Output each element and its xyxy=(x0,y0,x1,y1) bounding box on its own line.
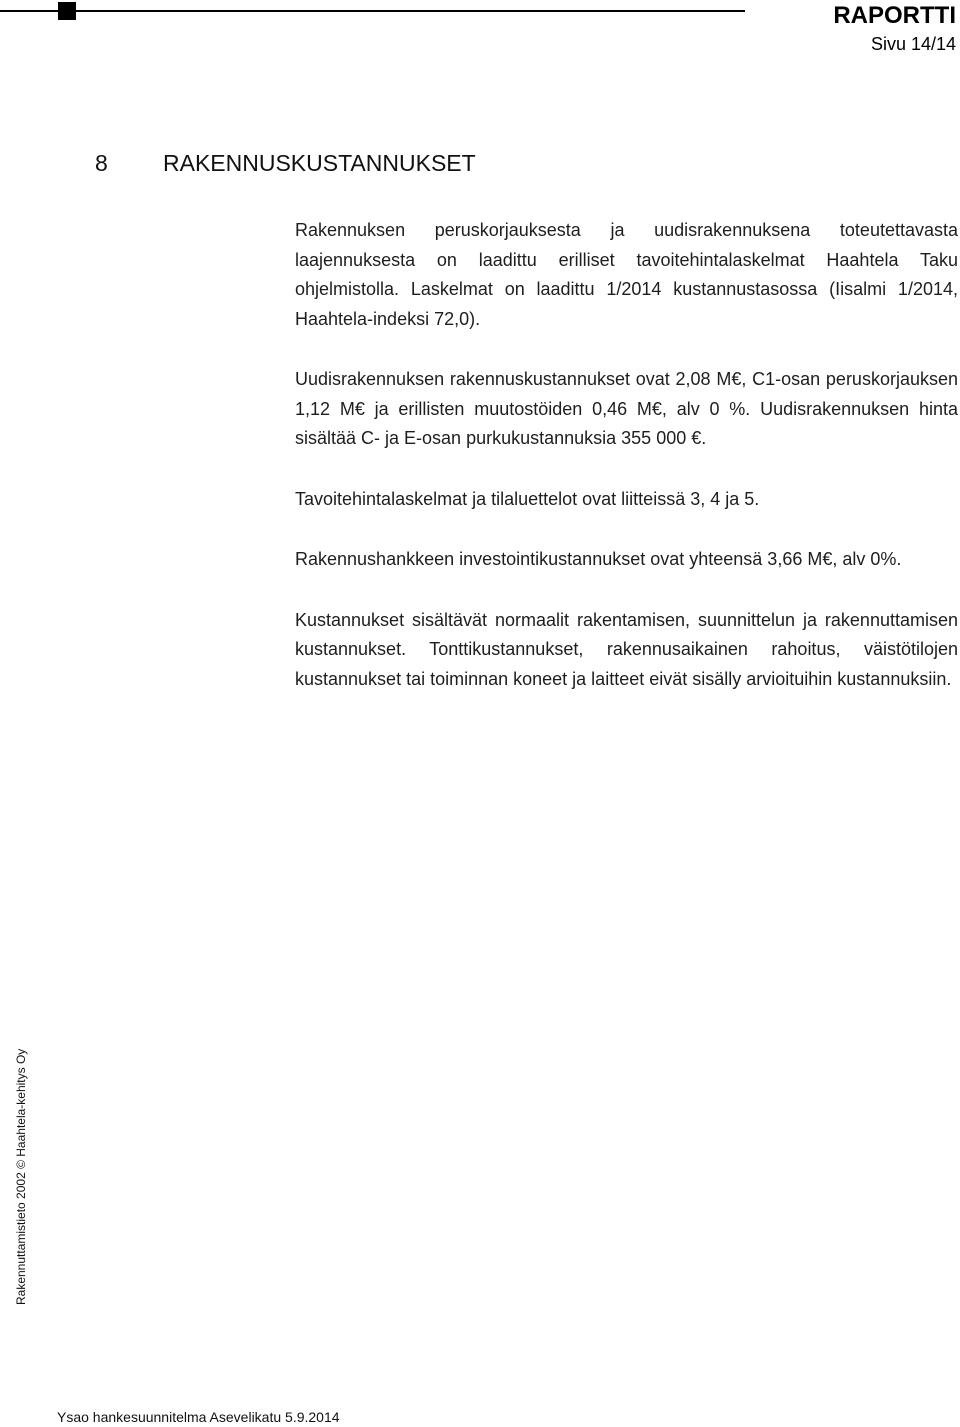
section-heading xyxy=(95,150,476,177)
paragraph-appendices: Tavoitehintalaskelmat ja tilaluettelot ovat liitteissä 3, 4 ja 5. xyxy=(295,488,760,509)
paragraph-investment-total: Rakennushankkeen investointikustannukset ovat yhteensä 3,66 M€, alv 0%. xyxy=(295,549,902,569)
paragraph-calculations: Rakennuksen peruskorjauksesta ja uudisrakennuksena toteutettavasta laajennuksesta on laadittu erilliset tavoitehintalaskelmat Haahtela Taku ohjelmistolla. Laskelmat on laadittu 1/2014 kustannustasossa (Iisalmi 1/2014, Haahtela-indeksi 72,0). xyxy=(295,220,958,329)
side-copyright-note: Rakennuttamistieto 2002 © Haahtela-kehitys Oy xyxy=(14,1048,28,1305)
body-text xyxy=(295,216,958,725)
header-rule xyxy=(0,10,745,12)
section-number: 8 xyxy=(95,150,108,176)
paragraph-costs: Uudisrakennuksen rakennuskustannukset ovat 2,08 M€, C1-osan peruskorjauksen 1,12 M€ ja erillisten muutostöiden 0,46 M€, alv 0 %. Uudisrakennuksen hinta sisältää C- ja E-osan purkukustannuksia 355 000 €. xyxy=(295,369,958,448)
document-type: RAPORTTI xyxy=(833,2,956,29)
footer-text: Ysao hankesuunnitelma Asevelikatu 5.9.2014 xyxy=(57,1409,340,1425)
page-number: Sivu 14/14 xyxy=(870,34,956,54)
paragraph-cost-scope: Kustannukset sisältävät normaalit rakentamisen, suunnittelun ja rakennuttamisen kustannukset. Tonttikustannukset, rakennusaikainen rahoitus, väistötilojen kustannukset tai toiminnan koneet ja laitteet eivät sisälly arvioituihin kustannuksiin. xyxy=(295,609,958,689)
section-title: RAKENNUSKUSTANNUKSET xyxy=(163,150,476,176)
